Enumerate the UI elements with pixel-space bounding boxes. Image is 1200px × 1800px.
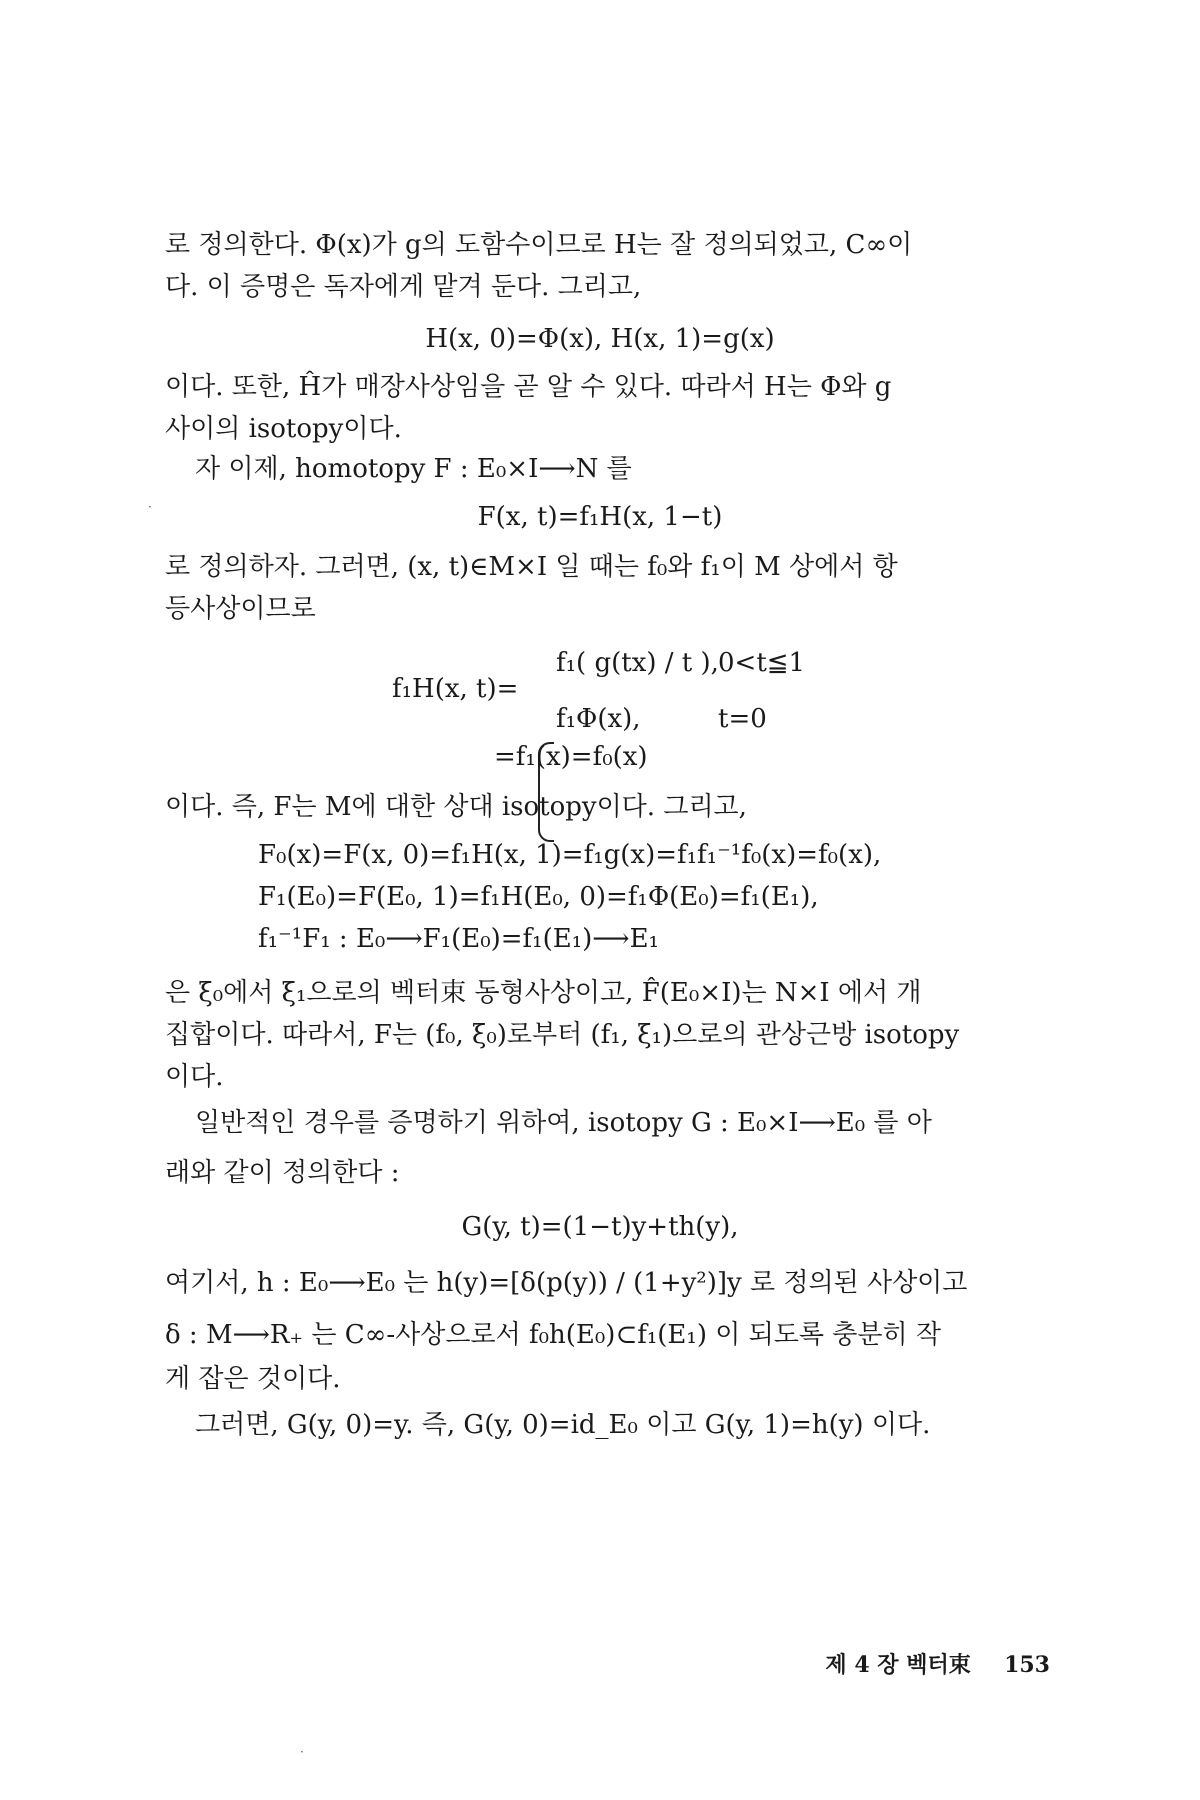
page-footer <box>790 1650 1050 1680</box>
paragraph-line: 그러면, G(y, 0)=y. 즉, G(y, 0)=id_E₀ 이고 G(y, 1)=h(y) 이다. <box>195 1410 931 1440</box>
display-equation: f₁⁻¹F₁ : E₀⟶F₁(E₀)=f₁(E₁)⟶E₁ <box>258 924 659 954</box>
stray-dot: · <box>148 500 152 514</box>
paragraph-line: 사이의 isotopy이다. <box>165 414 402 444</box>
piecewise-lhs: f₁H(x, t)= <box>392 674 519 704</box>
paragraph-line: 여기서, h : E₀⟶E₀ 는 h(y)=[δ(p(y)) / (1+y²)]y 로 정의된 사상이고 <box>165 1268 968 1298</box>
paragraph-line: 자 이제, homotopy F : E₀×I⟶N 를 <box>195 454 632 484</box>
display-equation: F₁(E₀)=F(E₀, 1)=f₁H(E₀, 0)=f₁Φ(E₀)=f₁(E₁), <box>258 882 819 912</box>
paragraph-line: 게 잡은 것이다. <box>165 1364 341 1394</box>
paragraph-line: 등사상이므로 <box>165 594 316 624</box>
paragraph-line: δ : M⟶R₊ 는 C∞-사상으로서 f₀h(E₀)⊂f₁(E₁) 이 되도록 충분히 작 <box>165 1320 941 1350</box>
paragraph-line: 로 정의한다. Φ(x)가 g의 도함수이므로 H는 잘 정의되었고, C∞이 <box>165 230 913 260</box>
display-equation: G(y, t)=(1−t)y+th(y), <box>461 1212 739 1242</box>
display-equation: H(x, 0)=Φ(x), H(x, 1)=g(x) <box>425 324 775 354</box>
paragraph-line: 집합이다. 따라서, F는 (f₀, ξ₀)로부터 (f₁, ξ₁)으로의 관상근방 isotopy <box>165 1020 960 1050</box>
running-chapter-title: 제 4 장 벡터束 <box>825 1652 971 1678</box>
stray-dot: · <box>300 1745 304 1759</box>
piecewise-case-2: f₁Φ(x), <box>556 704 641 734</box>
display-equation: F₀(x)=F(x, 0)=f₁H(x, 1)=f₁g(x)=f₁f₁⁻¹f₀(x)=f₀(x), <box>258 840 882 870</box>
piecewise-case-1: f₁( g(tx) / t ), <box>556 648 719 678</box>
piecewise-case-2-condition: t=0 <box>718 704 767 734</box>
display-equation: F(x, t)=f₁H(x, 1−t) <box>477 502 723 532</box>
display-equation: =f₁(x)=f₀(x) <box>494 742 648 772</box>
paragraph-line: 일반적인 경우를 증명하기 위하여, isotopy G : E₀×I⟶E₀ 를 아 <box>195 1108 932 1138</box>
page-number: 153 <box>1004 1652 1050 1678</box>
paragraph-line: 다. 이 증명은 독자에게 맡겨 둔다. 그리고, <box>165 272 642 302</box>
piecewise-case-1-condition: 0<t≦1 <box>718 648 806 678</box>
paragraph-line: 이다. 또한, Ĥ가 매장사상임을 곧 알 수 있다. 따라서 H는 Φ와 g <box>165 372 892 402</box>
paragraph-line: 은 ξ₀에서 ξ₁으로의 벡터束 동형사상이고, F̂(E₀×I)는 N×I 에서 개 <box>165 978 922 1008</box>
paragraph-line: 래와 같이 정의한다 : <box>165 1158 400 1188</box>
paragraph-line: 이다. <box>165 1062 224 1092</box>
paragraph-line: 이다. 즉, F는 M에 대한 상대 isotopy이다. 그리고, <box>165 792 747 822</box>
paragraph-line: 로 정의하자. 그러면, (x, t)∈M×I 일 때는 f₀와 f₁이 M 상에서 항 <box>165 552 898 582</box>
